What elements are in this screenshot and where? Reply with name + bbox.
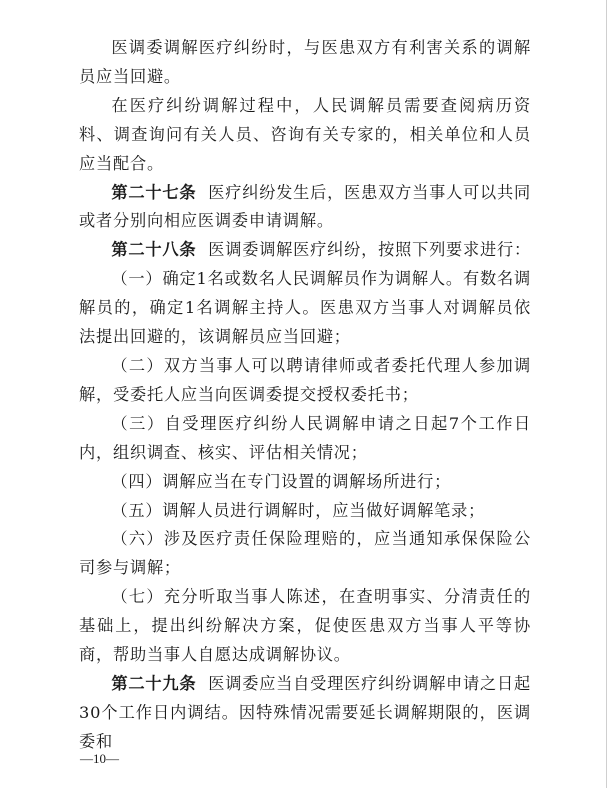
list-item-5 (79, 497, 531, 526)
list-item-6 (79, 525, 531, 583)
paragraph-recusal (79, 34, 531, 92)
list-item-2 (79, 352, 531, 410)
paragraph-text: （七）充分听取当事人陈述，在查明事实、分清责任的基础上，提出纠纷解决方案，促使医患双方当事人平等协商，帮助当事人自愿达成调解协议。 (79, 587, 531, 665)
list-item-1 (79, 265, 531, 352)
paragraph-text: （三）自受理医疗纠纷人民调解申请之日起7个工作日内，组织调查、核实、评估相关情况； (79, 413, 531, 462)
paragraph-text: （二）双方当事人可以聘请律师或者委托代理人参加调解，受委托人应当向医调委提交授权委托书； (79, 355, 531, 404)
article-title: 第二十九条 (111, 673, 197, 693)
document-body (79, 34, 531, 757)
paragraph-text: （四）调解应当在专门设置的调解场所进行； (111, 471, 452, 491)
paragraph-cooperation (79, 92, 531, 179)
paragraph-text: （五）调解人员进行调解时，应当做好调解笔录； (111, 500, 486, 520)
paragraph-text: 医疗纠纷发生后，医患双方当事人可以共同或者分别向相应医调委申请调解。 (79, 182, 531, 231)
paragraph-text: 医调委应当自受理医疗纠纷调解申请之日起30个工作日内调结。因特殊情况需要延长调解期限的，医调委和 (79, 673, 531, 751)
article-title: 第二十七条 (111, 182, 197, 202)
paragraph-text: 医调委调解医疗纠纷，按照下列要求进行： (208, 240, 531, 260)
paragraph-text: （一）确定1名或数名人民调解员作为调解人。有数名调解员的，确定1名调解主持人。医患双方当事人对调解员依法提出回避的，该调解员应当回避； (79, 269, 531, 347)
list-item-4 (79, 468, 531, 497)
article-29 (79, 670, 531, 757)
list-item-7 (79, 583, 531, 670)
paragraph-text: 医调委调解医疗纠纷时，与医患双方有利害关系的调解员应当回避。 (79, 38, 531, 86)
paragraph-text: 在医疗纠纷调解过程中，人民调解员需要查阅病历资料、调查询问有关人员、咨询有关专家的，相关单位和人员应当配合。 (79, 95, 531, 173)
article-title: 第二十八条 (111, 240, 197, 260)
list-item-3 (79, 410, 531, 468)
article-28 (79, 236, 531, 265)
paragraph-text: （六）涉及医疗责任保险理赔的，应当通知承保保险公司参与调解； (79, 529, 531, 578)
page-number: —10— (80, 751, 119, 766)
article-27 (79, 179, 531, 237)
